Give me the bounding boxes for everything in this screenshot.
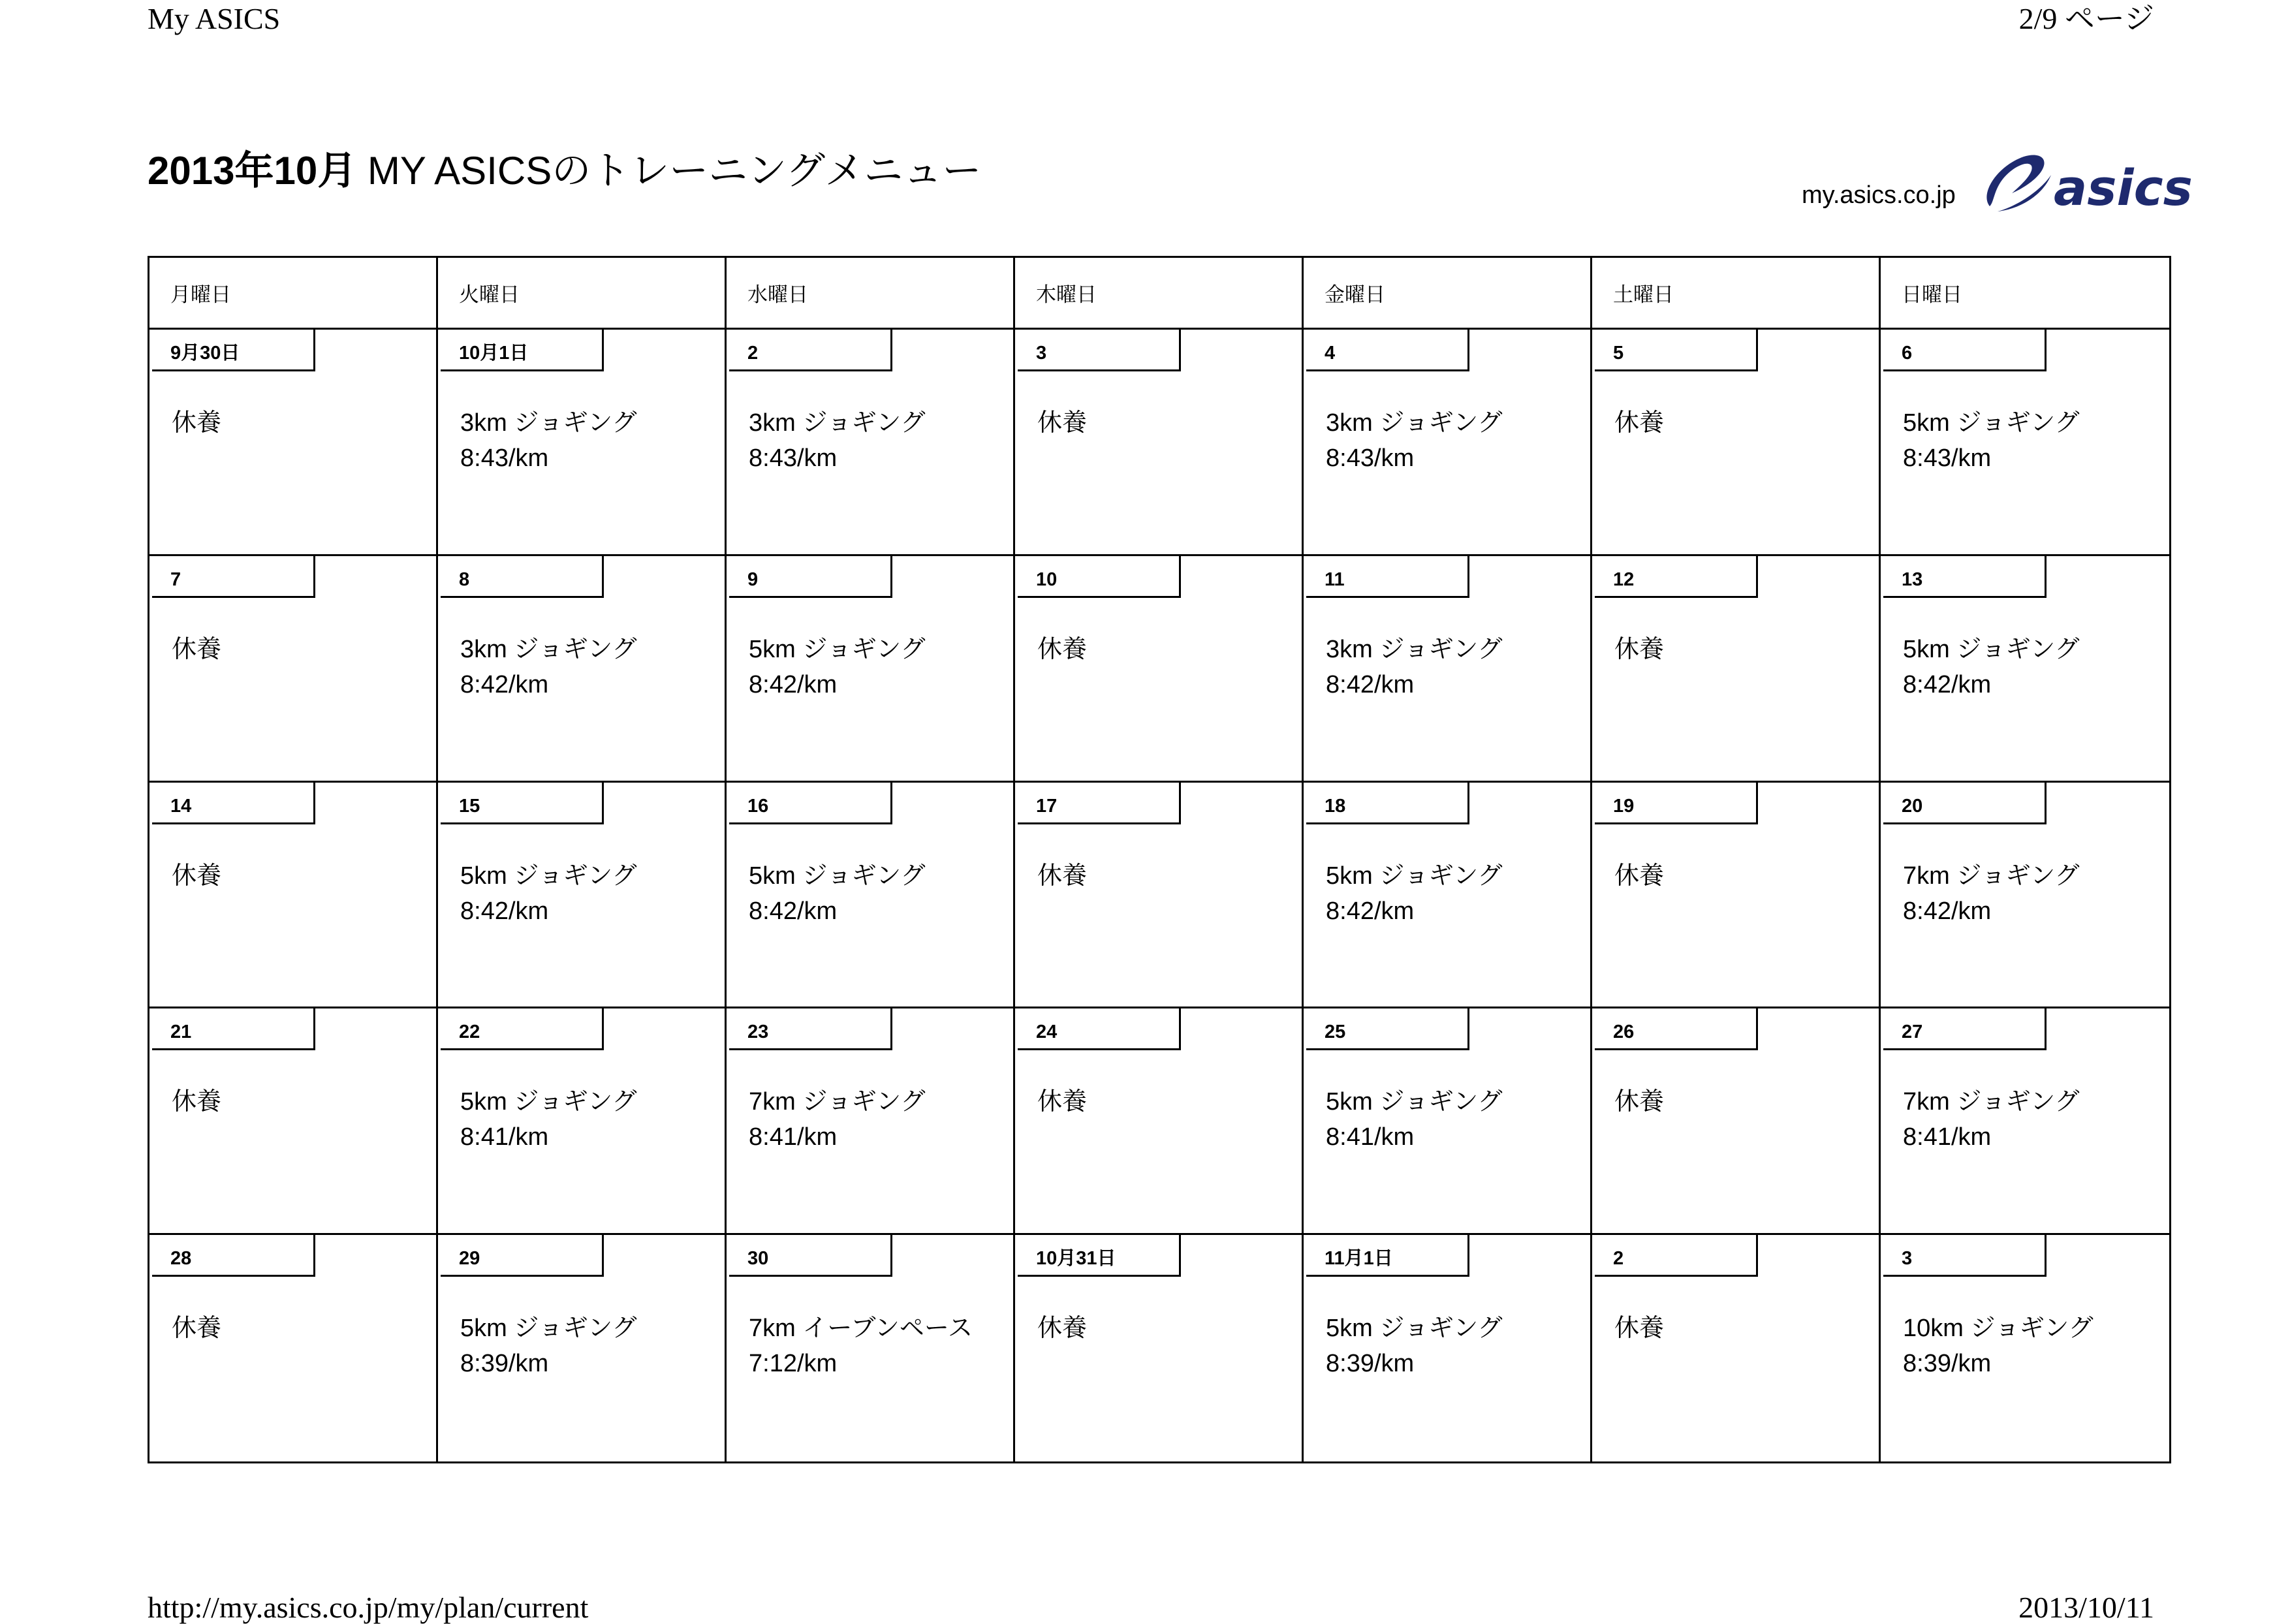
calendar-day-cell	[1592, 1008, 1881, 1235]
training-activity: 3km ジョギング	[749, 409, 926, 437]
training-activity: 休養	[1614, 1088, 1665, 1116]
training-pace: 7:12/km	[749, 1350, 838, 1378]
calendar-day-cell	[1015, 783, 1304, 1009]
training-menu	[172, 1084, 221, 1119]
day-date-label: 27	[1883, 1008, 2047, 1050]
training-pace: 8:41/km	[1326, 1123, 1415, 1151]
training-activity: 5km ジョギング	[1326, 862, 1503, 890]
training-activity: 5km ジョギング	[749, 862, 926, 890]
day-date-label: 30	[729, 1235, 892, 1277]
calendar-day-cell	[1304, 556, 1592, 783]
training-activity: 休養	[172, 862, 222, 890]
asics-logo-icon	[1978, 146, 2193, 218]
training-activity: 休養	[172, 409, 222, 437]
calendar-day-cell	[1304, 783, 1592, 1009]
training-menu	[749, 405, 925, 476]
day-date-label: 2	[729, 330, 892, 371]
calendar-day-cell	[1304, 330, 1592, 556]
training-activity: 休養	[1037, 635, 1088, 663]
training-pace: 8:43/km	[460, 445, 549, 472]
day-date-label: 12	[1595, 556, 1758, 598]
training-activity: 5km ジョギング	[460, 1315, 637, 1343]
day-date-label: 10月31日	[1018, 1235, 1181, 1277]
training-menu	[749, 858, 925, 929]
day-date-label: 3	[1018, 330, 1181, 371]
day-date-label: 13	[1883, 556, 2047, 598]
day-date-label: 28	[152, 1235, 315, 1277]
training-activity: 7km ジョギング	[1903, 1088, 2080, 1116]
training-activity: 休養	[172, 1088, 222, 1116]
day-date-label: 21	[152, 1008, 315, 1050]
training-activity: 5km ジョギング	[1903, 409, 2080, 437]
training-pace: 8:42/km	[1326, 670, 1415, 698]
day-date-label: 4	[1306, 330, 1469, 371]
training-menu	[749, 632, 925, 702]
day-date-label: 16	[729, 783, 892, 824]
training-activity: 休養	[172, 1315, 222, 1343]
calendar-day-cell	[149, 1008, 438, 1235]
day-date-label: 8	[441, 556, 604, 598]
training-activity: 3km ジョギング	[460, 409, 637, 437]
weekday-header: 水曜日	[727, 258, 1015, 330]
print-header-page-number: 2/9 ページ	[2018, 2, 2154, 35]
training-activity: 5km ジョギング	[749, 635, 926, 663]
day-date-label: 14	[152, 783, 315, 824]
calendar-day-cell	[1592, 1235, 1881, 1461]
training-menu	[460, 1311, 636, 1381]
calendar-day-cell	[1304, 1008, 1592, 1235]
training-menu	[1614, 1084, 1664, 1119]
calendar-day-cell	[1881, 1008, 2169, 1235]
training-pace: 8:42/km	[1903, 897, 1992, 925]
calendar-day-cell	[1881, 783, 2169, 1009]
calendar-day-cell	[438, 1008, 727, 1235]
day-date-label: 2	[1595, 1235, 1758, 1277]
calendar-day-cell	[1881, 1235, 2169, 1461]
training-activity: 5km ジョギング	[1326, 1088, 1503, 1116]
training-menu	[172, 858, 221, 894]
training-activity: 5km ジョギング	[1903, 635, 2080, 663]
training-menu	[460, 1084, 636, 1155]
training-menu	[1614, 632, 1664, 667]
day-date-label: 22	[441, 1008, 604, 1050]
training-menu	[460, 632, 636, 702]
calendar-day-cell	[1592, 783, 1881, 1009]
title-text: MY ASICSのトレーニングメニュー	[356, 149, 982, 193]
calendar-day-cell	[727, 1235, 1015, 1461]
training-pace: 8:42/km	[460, 670, 549, 698]
training-menu	[1903, 632, 2079, 702]
training-menu	[172, 632, 221, 667]
calendar-day-cell	[149, 1235, 438, 1461]
day-date-label: 29	[441, 1235, 604, 1277]
training-pace: 8:42/km	[749, 897, 838, 925]
training-menu	[172, 405, 221, 441]
title-month: 2013年10月	[148, 149, 357, 193]
weekday-header: 月曜日	[149, 258, 438, 330]
training-menu	[1326, 1084, 1502, 1155]
calendar-day-cell	[438, 1235, 727, 1461]
print-footer-url: http://my.asics.co.jp/my/plan/current	[148, 1591, 589, 1624]
day-date-label: 17	[1018, 783, 1181, 824]
print-header-site-title: My ASICS	[148, 2, 281, 35]
calendar-day-cell	[1304, 1235, 1592, 1461]
day-date-label: 9月30日	[152, 330, 315, 371]
training-activity: 5km ジョギング	[1326, 1315, 1503, 1343]
training-menu	[1326, 858, 1502, 929]
training-pace: 8:39/km	[1326, 1350, 1415, 1378]
training-activity: 5km ジョギング	[460, 862, 637, 890]
training-pace: 8:42/km	[460, 897, 549, 925]
site-url: my.asics.co.jp	[1802, 181, 1956, 209]
calendar-day-cell	[727, 556, 1015, 783]
weekday-header: 火曜日	[438, 258, 727, 330]
logo-text: asics	[2054, 159, 2193, 217]
training-activity: 3km ジョギング	[1326, 409, 1503, 437]
training-activity: 7km ジョギング	[1903, 862, 2080, 890]
day-date-label: 9	[729, 556, 892, 598]
training-menu	[1614, 858, 1664, 894]
weekday-header: 木曜日	[1015, 258, 1304, 330]
day-date-label: 19	[1595, 783, 1758, 824]
day-date-label: 11月1日	[1306, 1235, 1469, 1277]
page-title	[148, 151, 981, 191]
calendar-day-cell	[1592, 330, 1881, 556]
calendar-day-cell	[438, 330, 727, 556]
day-date-label: 26	[1595, 1008, 1758, 1050]
training-pace: 8:39/km	[460, 1350, 549, 1378]
training-menu	[1037, 632, 1087, 667]
day-date-label: 3	[1883, 1235, 2047, 1277]
training-pace: 8:41/km	[749, 1123, 838, 1151]
training-menu	[460, 405, 636, 476]
calendar-day-cell	[438, 556, 727, 783]
training-menu	[749, 1311, 973, 1381]
day-date-label: 7	[152, 556, 315, 598]
calendar-day-cell	[727, 1008, 1015, 1235]
calendar-day-cell	[149, 783, 438, 1009]
day-date-label: 5	[1595, 330, 1758, 371]
day-date-label: 6	[1883, 330, 2047, 371]
training-pace: 8:42/km	[1903, 670, 1992, 698]
training-pace: 8:41/km	[1903, 1123, 1992, 1151]
training-menu	[1037, 405, 1087, 441]
training-activity: 3km ジョギング	[460, 635, 637, 663]
training-menu	[1903, 405, 2079, 476]
calendar-day-cell	[149, 556, 438, 783]
calendar-day-cell	[1015, 330, 1304, 556]
training-activity: 休養	[1614, 1315, 1665, 1343]
training-menu	[1037, 1311, 1087, 1346]
training-activity: 休養	[1037, 409, 1088, 437]
training-activity: 10km ジョギング	[1903, 1315, 2094, 1343]
calendar-day-cell	[1881, 330, 2169, 556]
training-menu	[749, 1084, 925, 1155]
day-date-label: 10月1日	[441, 330, 604, 371]
calendar-day-cell	[1881, 556, 2169, 783]
training-menu	[172, 1311, 221, 1346]
training-pace: 8:43/km	[1903, 445, 1992, 472]
training-menu	[1037, 1084, 1087, 1119]
training-activity: 5km ジョギング	[460, 1088, 637, 1116]
calendar-day-cell	[1015, 1235, 1304, 1461]
training-pace: 8:42/km	[1326, 897, 1415, 925]
day-date-label: 20	[1883, 783, 2047, 824]
print-footer-date: 2013/10/11	[2018, 1591, 2154, 1624]
training-menu	[1326, 1311, 1502, 1381]
training-activity: 3km ジョギング	[1326, 635, 1503, 663]
day-date-label: 15	[441, 783, 604, 824]
training-pace: 8:43/km	[1326, 445, 1415, 472]
training-menu	[1903, 1084, 2079, 1155]
calendar-day-cell	[149, 330, 438, 556]
training-activity: 休養	[1614, 862, 1665, 890]
training-menu	[1903, 858, 2079, 929]
training-activity: 休養	[1037, 1315, 1088, 1343]
training-menu	[1903, 1311, 2094, 1381]
day-date-label: 23	[729, 1008, 892, 1050]
training-calendar	[148, 256, 2171, 1463]
training-activity: 休養	[1037, 862, 1088, 890]
calendar-day-cell	[727, 330, 1015, 556]
training-menu	[1614, 405, 1664, 441]
calendar-day-cell	[727, 783, 1015, 1009]
training-menu	[1326, 632, 1502, 702]
calendar-day-cell	[1015, 1008, 1304, 1235]
weekday-header: 金曜日	[1304, 258, 1592, 330]
training-menu	[460, 858, 636, 929]
calendar-day-cell	[1015, 556, 1304, 783]
training-pace: 8:41/km	[460, 1123, 549, 1151]
training-activity: 休養	[1614, 409, 1665, 437]
day-date-label: 18	[1306, 783, 1469, 824]
calendar-day-cell	[438, 783, 727, 1009]
day-date-label: 10	[1018, 556, 1181, 598]
weekday-header: 日曜日	[1881, 258, 2169, 330]
day-date-label: 24	[1018, 1008, 1181, 1050]
training-menu	[1037, 858, 1087, 894]
training-pace: 8:42/km	[749, 670, 838, 698]
day-date-label: 25	[1306, 1008, 1469, 1050]
training-menu	[1326, 405, 1502, 476]
training-activity: 休養	[1614, 635, 1665, 663]
training-menu	[1614, 1311, 1664, 1346]
calendar-day-cell	[1592, 556, 1881, 783]
training-activity: 7km ジョギング	[749, 1088, 926, 1116]
training-activity: 7km イーブンペース	[749, 1315, 973, 1343]
training-pace: 8:39/km	[1903, 1350, 1992, 1378]
weekday-header: 土曜日	[1592, 258, 1881, 330]
training-activity: 休養	[172, 635, 222, 663]
training-activity: 休養	[1037, 1088, 1088, 1116]
day-date-label: 11	[1306, 556, 1469, 598]
training-pace: 8:43/km	[749, 445, 838, 472]
